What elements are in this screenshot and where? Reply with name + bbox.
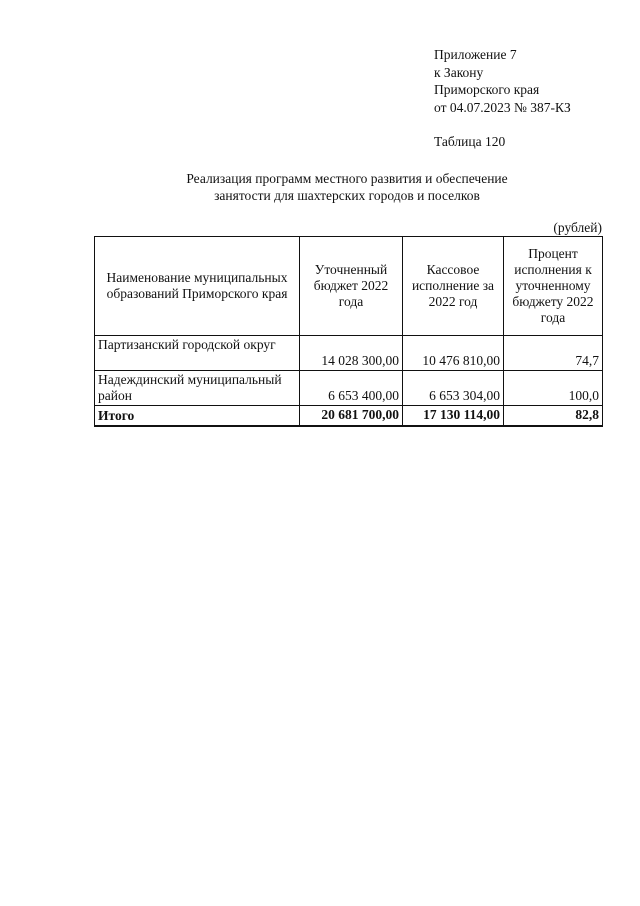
table-number: Таблица 120: [434, 134, 506, 149]
cash-value: 6 653 304,00: [403, 371, 504, 406]
unit-label: (рублей): [553, 220, 602, 235]
appendix-line: от 04.07.2023 № 387-КЗ: [434, 99, 571, 115]
table-row: [95, 371, 603, 406]
municipality-name: Партизанский городской округ: [95, 336, 300, 371]
total-percent-value: 82,8: [504, 406, 603, 427]
plan-value: 14 028 300,00: [300, 336, 403, 371]
appendix-line: к Закону: [434, 64, 484, 80]
table-header-row: [95, 237, 603, 336]
column-header-percent: Процент исполнения к уточненному бюджету 2022 года: [504, 237, 603, 336]
total-label: Итого: [95, 406, 300, 427]
total-row: [95, 406, 603, 427]
total-plan-value: 20 681 700,00: [300, 406, 403, 427]
total-cash-value: 17 130 114,00: [403, 406, 504, 427]
column-header-cash: Кассовое исполнение за 2022 год: [403, 237, 504, 336]
percent-value: 74,7: [504, 336, 603, 371]
table-row: [95, 336, 603, 371]
document-title: [95, 170, 599, 204]
municipality-name: Надеждинский муниципальный район: [95, 371, 300, 406]
cash-value: 10 476 810,00: [403, 336, 504, 371]
title-line: занятости для шахтерских городов и поселков: [214, 188, 480, 203]
column-header-plan: Уточненный бюджет 2022 года: [300, 237, 403, 336]
column-header-name: Наименование муниципальных образований Приморского края: [95, 237, 300, 336]
title-line: Реализация программ местного развития и обеспечение: [186, 171, 508, 186]
budget-table: [94, 236, 603, 427]
plan-value: 6 653 400,00: [300, 371, 403, 406]
appendix-line: Приложение 7: [434, 47, 517, 62]
percent-value: 100,0: [504, 371, 603, 406]
appendix-header: [434, 46, 571, 116]
appendix-line: Приморского края: [434, 82, 540, 97]
